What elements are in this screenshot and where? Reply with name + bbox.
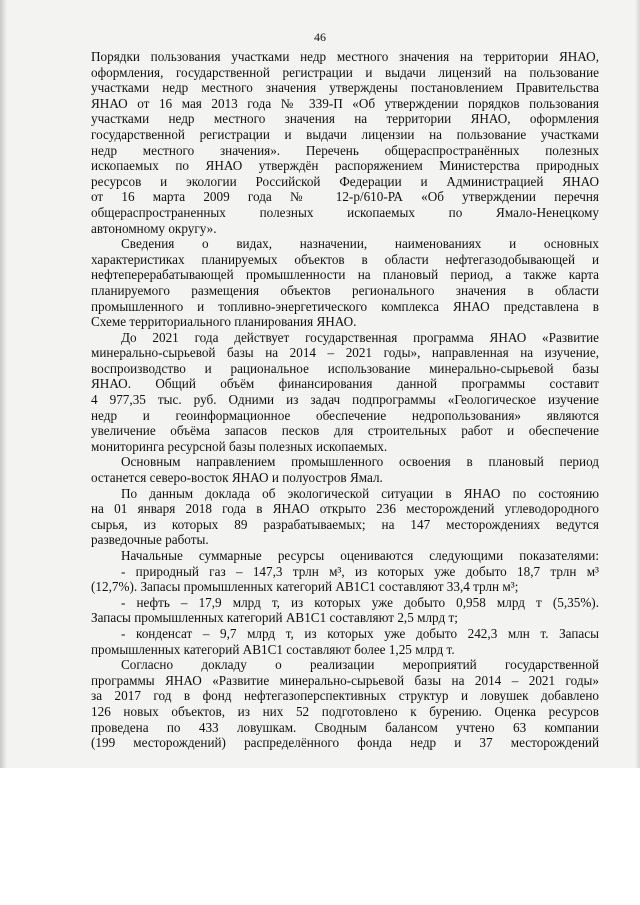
page-right-edge-shadow [635,0,640,768]
text-line: общераспространенных полезных ископаемых по Ямало-Ненецкому [91,204,599,220]
text-line: ископаемых по ЯНАО утверждён распоряжением Министерства природных [91,158,599,174]
blank-area-below-page [0,768,640,905]
text-line: минерально-сырьевой базы на 2014 – 2021 годы», направленная на изучение, [91,345,599,361]
text-line: Схеме территориального планирования ЯНАО. [91,314,357,330]
text-line: участками недр местного значения на территории ЯНАО, оформления [91,111,599,127]
text-line: (12,7%). Запасы промышленных категорий АВ1С1 составляют 33,4 трлн м³; [91,579,519,595]
text-line: за 2017 год в фонд нефтегазоперспективных структур и ловушек добавлено [91,688,599,704]
text-line: Порядки пользования участками недр местного значения на территории ЯНАО, [91,49,599,64]
page-number: 46 [314,30,326,44]
text-line: - нефть – 17,9 млрд т, из которых уже добыто 0,958 млрд т (5,35%). [121,594,599,610]
text-line: (199 месторождений) распределённого фонда недр и 37 месторождений [91,735,599,751]
text-line: увеличение объёма запасов песков для строительных работ и обеспечение [91,423,599,439]
text-line: участками недр местного значения утверждены постановлением Правительства [91,80,599,96]
text-line: сырья, из которых 89 разрабатываемых; на 147 месторождениях ведутся [91,516,599,532]
page-left-edge-shadow [0,0,7,768]
text-line: воспроизводство и рациональное использование минерально-сырьевой базы [91,360,599,376]
text-line: разведочные работы. [91,532,209,548]
text-line: Запасы промышленных категорий АВ1С1 составляют 2,5 млрд т; [91,610,458,626]
text-line: - конденсат – 9,7 млрд т, из которых уже добыто 242,3 млн т. Запасы [121,625,599,641]
text-line: на 01 января 2018 года в ЯНАО открыто 236 месторождений углеводородного [91,501,599,517]
text-line: ЯНАО от 16 мая 2013 года № 339-П «Об утверждении порядков пользования [91,95,599,111]
text-line: планируемого размещения объектов регионального значения в области [91,282,599,298]
text-line: Сведения о видах, назначении, наименованиях и основных [121,236,599,252]
text-line: программы ЯНАО «Развитие минерально-сырьевой базы на 2014 – 2021 годы» [91,672,599,688]
text-line: Согласно докладу о реализации мероприятий государственной [121,657,599,673]
text-line: ЯНАО. Общий объём финансирования данной программы составит [91,376,599,392]
text-line: нефтеперерабатывающей промышленности на плановый период, а также карта [91,267,599,283]
text-line: останется северо-восток ЯНАО и полуостров Ямал. [91,470,383,486]
text-line: промышленного и топливно-энергетического комплекса ЯНАО представлена в [91,298,599,314]
text-line: 126 новых объектов, из них 52 подготовлено к бурению. Оценка ресурсов [91,703,599,719]
text-line: недр и геоинформационное обеспечение недропользования» являются [91,407,599,423]
text-line: мониторинга ресурсной базы полезных ископаемых. [91,438,388,454]
text-line: ресурсов и экологии Российской Федерации и Администрацией ЯНАО [91,173,599,189]
document-body-text [91,49,599,751]
text-line: промышленных категорий АВ1С1 составляют более 1,25 млрд т. [91,641,455,657]
text-line: оформления, государственной регистрации и выдачи лицензий на пользование [91,64,599,80]
text-line: характеристиках планируемых объектов в области нефтегазодобывающей и [91,251,599,267]
text-line: Начальные суммарные ресурсы оцениваются следующими показателями: [121,548,599,563]
text-line: 4 977,35 тыс. руб. Одними из задач подпрограммы «Геологическое изучение [91,392,599,408]
text-line: Основным направлением промышленного освоения в плановый период [121,454,599,470]
text-line: проведена по 433 ловушкам. Сводным балансом учтено 63 компании [91,719,599,735]
text-line: По данным доклада об экологической ситуации в ЯНАО по состоянию [121,485,599,501]
text-line: недр местного значения». Перечень общераспространённых полезных [91,142,599,158]
text-line: государственной регистрации и выдачи лицензии на пользование участками [91,126,599,142]
text-line: До 2021 года действует государственная программа ЯНАО «Развитие [121,329,599,345]
text-line: от 16 марта 2009 года № 12-р/610-РА «Об утверждении перечня [91,189,599,205]
text-line: - природный газ – 147,3 трлн м³, из которых уже добыто 18,7 трлн м³ [121,563,599,579]
text-line: автономному округу». [91,220,217,236]
